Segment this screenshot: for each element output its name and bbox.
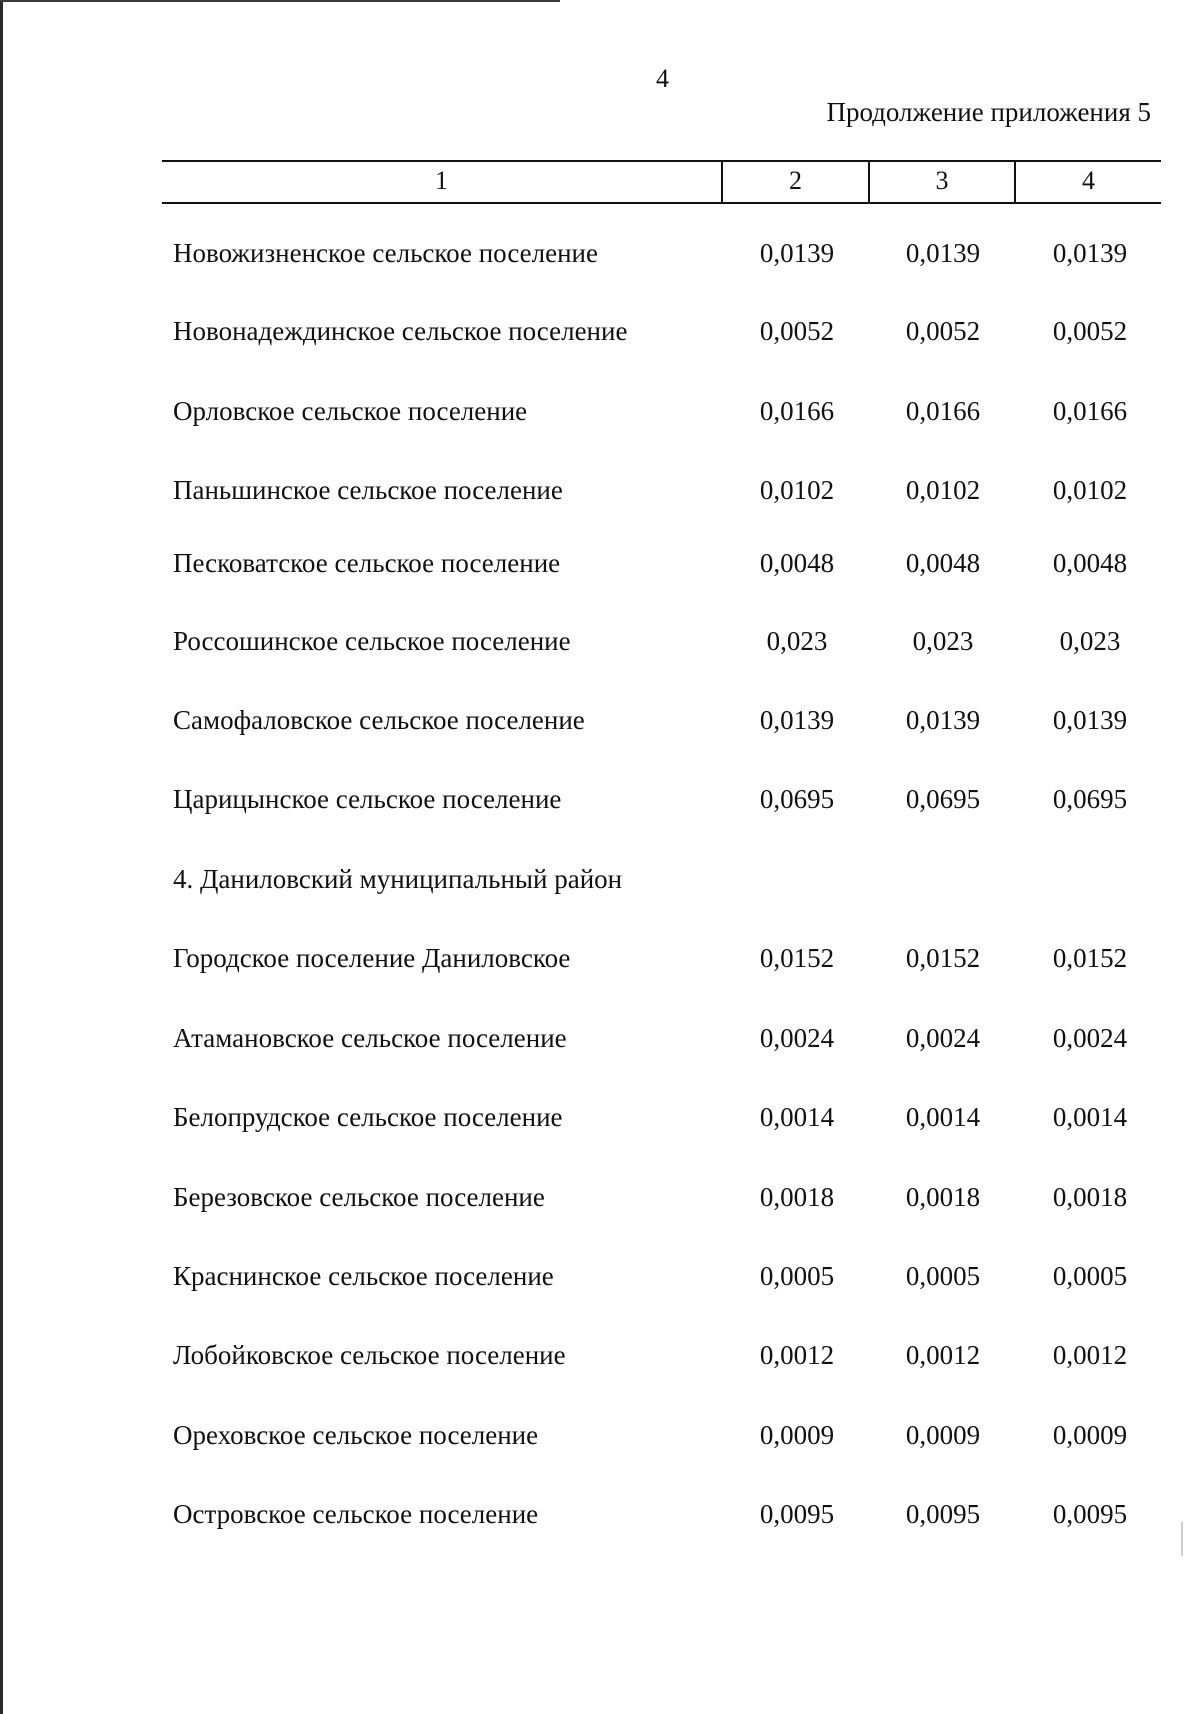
table-row [0, 391, 1200, 431]
value-col-2: 0,0139 [759, 238, 835, 268]
value-col-3: 0,0014 [905, 1102, 981, 1132]
value-col-2: 0,0152 [759, 943, 835, 973]
settlement-name: Краснинское сельское поселение [173, 1261, 554, 1291]
value-col-4: 0,0018 [1052, 1182, 1128, 1212]
value-col-2: 0,0048 [759, 548, 835, 578]
value-col-4: 0,0095 [1052, 1499, 1128, 1529]
value-col-2: 0,0024 [759, 1023, 835, 1053]
value-col-2: 0,0695 [759, 784, 835, 814]
table-row [0, 779, 1200, 819]
value-col-3: 0,0048 [905, 548, 981, 578]
value-col-4: 0,0102 [1052, 475, 1128, 505]
value-col-3: 0,0018 [905, 1182, 981, 1212]
table-row [0, 700, 1200, 740]
settlement-name: Атамановское сельское поселение [173, 1023, 567, 1053]
value-col-4: 0,0014 [1052, 1102, 1128, 1132]
table-row [0, 543, 1200, 583]
district-heading: 4. Даниловский муниципальный район [173, 864, 623, 894]
table-row [0, 621, 1200, 661]
settlement-name: Островское сельское поселение [173, 1499, 539, 1529]
value-col-4: 0,0166 [1052, 396, 1128, 426]
value-col-3: 0,0052 [905, 316, 981, 346]
settlement-name: Песковатское сельское поселение [173, 548, 561, 578]
settlement-name: Белопрудское сельское поселение [173, 1102, 563, 1132]
scan-margin-mark [1181, 1522, 1183, 1556]
value-col-3: 0,0102 [905, 475, 981, 505]
value-col-4: 0,0012 [1052, 1340, 1128, 1370]
value-col-2: 0,0012 [759, 1340, 835, 1370]
value-col-4: 0,0048 [1052, 548, 1128, 578]
value-col-2: 0,0102 [759, 475, 835, 505]
settlement-name: Самофаловское сельское поселение [173, 705, 585, 735]
value-col-4: 0,0024 [1052, 1023, 1128, 1053]
table-row [0, 938, 1200, 978]
settlement-name: Новонадеждинское сельское поселение [173, 316, 628, 346]
continuation-label: Продолжение приложения 5 [826, 97, 1151, 127]
table-row [0, 311, 1200, 351]
value-col-3: 0,0695 [905, 784, 981, 814]
value-col-3: 0,0166 [905, 396, 981, 426]
settlement-name: Царицынское сельское поселение [173, 784, 562, 814]
settlement-name: Ореховское сельское поселение [173, 1420, 539, 1450]
table-row [0, 1415, 1200, 1455]
value-col-4: 0,0139 [1052, 705, 1128, 735]
value-col-2: 0,0018 [759, 1182, 835, 1212]
value-col-3: 0,0009 [905, 1420, 981, 1450]
settlement-name: Паньшинское сельское поселение [173, 475, 563, 505]
settlement-name: Березовское сельское поселение [173, 1182, 545, 1212]
value-col-3: 0,0139 [905, 238, 981, 268]
settlement-name: Орловское сельское поселение [173, 396, 528, 426]
value-col-2: 0,0139 [759, 705, 835, 735]
value-col-2: 0,0005 [759, 1261, 835, 1291]
table-row [0, 233, 1200, 273]
settlement-name: Лобойковское сельское поселение [173, 1340, 566, 1370]
value-col-4: 0,0695 [1052, 784, 1128, 814]
value-col-3: 0,0024 [905, 1023, 981, 1053]
table-row [0, 470, 1200, 510]
value-col-2: 0,0009 [759, 1420, 835, 1450]
table-row [0, 1097, 1200, 1137]
value-col-3: 0,023 [912, 626, 974, 656]
column-header-3: 3 [870, 162, 1016, 202]
district-heading-row [0, 859, 1200, 899]
value-col-4: 0,0005 [1052, 1261, 1128, 1291]
table-row [0, 1018, 1200, 1058]
table-row [0, 1177, 1200, 1217]
value-col-4: 0,0052 [1052, 316, 1128, 346]
value-col-2: 0,0052 [759, 316, 835, 346]
settlement-name: Россошинское сельское поселение [173, 626, 571, 656]
column-header-4: 4 [1082, 166, 1095, 195]
settlement-name: Новожизненское сельское поселение [173, 238, 598, 268]
table-row [0, 1335, 1200, 1375]
value-col-2: 0,023 [766, 626, 828, 656]
value-col-3: 0,0012 [905, 1340, 981, 1370]
value-col-4: 0,0009 [1052, 1420, 1128, 1450]
column-header-1: 1 [162, 162, 723, 202]
table-row [0, 1494, 1200, 1534]
table-row [0, 1256, 1200, 1296]
value-col-2: 0,0166 [759, 396, 835, 426]
value-col-2: 0,0095 [759, 1499, 835, 1529]
value-col-4: 0,0139 [1052, 238, 1128, 268]
settlement-name: Городское поселение Даниловское [173, 943, 571, 973]
value-col-3: 0,0139 [905, 705, 981, 735]
value-col-2: 0,0014 [759, 1102, 835, 1132]
value-col-3: 0,0095 [905, 1499, 981, 1529]
value-col-4: 0,0152 [1052, 943, 1128, 973]
value-col-3: 0,0005 [905, 1261, 981, 1291]
value-col-3: 0,0152 [905, 943, 981, 973]
column-header-2: 2 [723, 162, 870, 202]
value-col-4: 0,023 [1059, 626, 1121, 656]
page-number: 4 [656, 64, 669, 93]
